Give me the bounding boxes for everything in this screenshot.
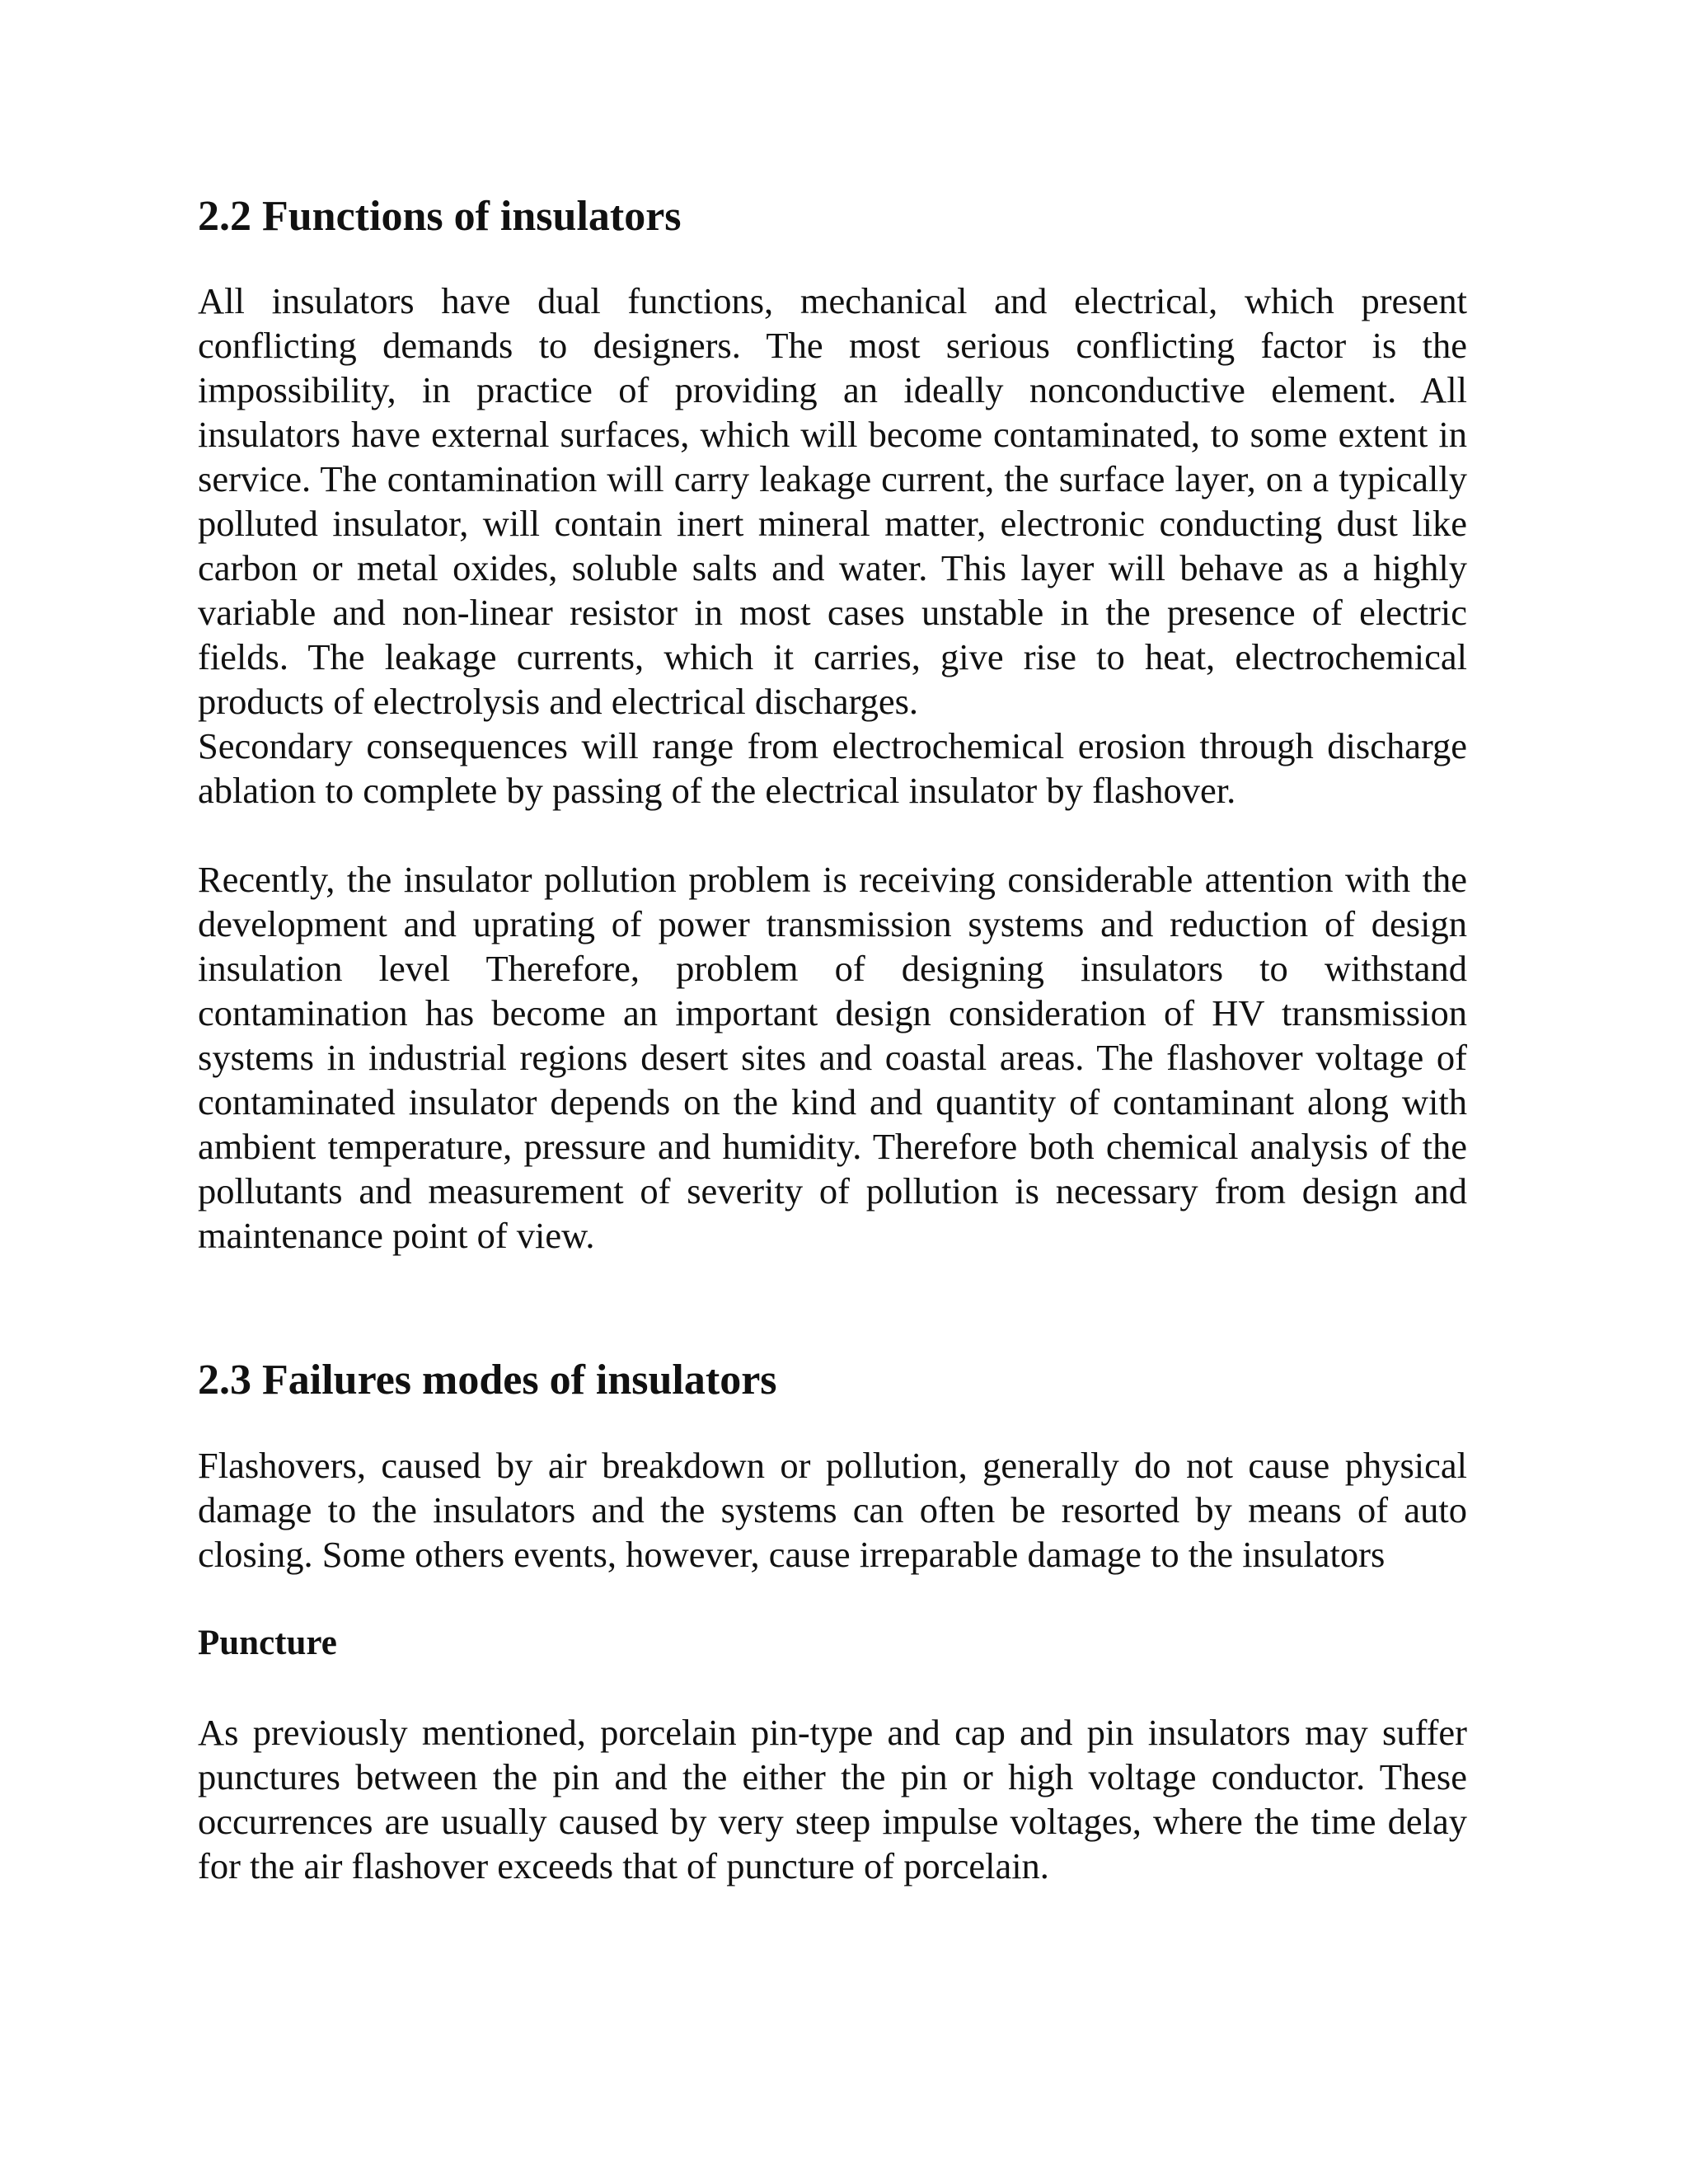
document-page (198, 191, 1467, 1888)
section-2-2-paragraph-1: All insulators have dual functions, mechanical and electrical, which present conflicting demands to designers. The most serious conflicting factor is the impossibility, in practice of providing an ideally nonconductive element. All insulators have external surfaces, which will become contaminated, to some extent in service. The contamination will carry leakage current, the surface layer, on a typically polluted insulator, will contain inert mineral matter, electronic conducting dust like carbon or metal oxides, soluble salts and water. This layer will behave as a highly variable and non-linear resistor in most cases unstable in the presence of electric fields. The leakage currents, which it carries, give rise to heat, electrochemical products of electrolysis and electrical discharges. (198, 280, 1467, 723)
puncture-subheading: Puncture (198, 1623, 337, 1662)
section-2-3-title: 2.3 Failures modes of insulators (198, 1357, 777, 1404)
section-2-3-paragraph-2: As previously mentioned, porcelain pin-type and cap and pin insulators may suffer punctures between the pin and the either the pin or high voltage conductor. These occurrences are usually caused by very steep impulse voltages, where the time delay for the air flashover exceeds that of puncture of porcelain. (198, 1711, 1467, 1886)
section-2-3-paragraph-1: Flashovers, caused by air breakdown or pollution, generally do not cause physical damage to the insulators and the systems can often be resorted by means of auto closing. Some others events, however, cause irreparable damage to the insulators (198, 1444, 1467, 1575)
section-2-2-paragraph-2: Secondary consequences will range from electrochemical erosion through discharge ablation to complete by passing of the electrical insulator by flashover. (198, 725, 1467, 812)
section-2-2-paragraph-3: Recently, the insulator pollution problem is receiving considerable attention with the development and uprating of power transmission systems and reduction of design insulation level Therefore, problem of designing insulators to withstand contamination has become an important design consideration of HV transmission systems in industrial regions desert sites and coastal areas. The flashover voltage of contaminated insulator depends on the kind and quantity of contaminant along with ambient temperature, pressure and humidity. Therefore both chemical analysis of the pollutants and measurement of severity of pollution is necessary from design and maintenance point of view. (198, 859, 1467, 1257)
section-2-2-title: 2.2 Functions of insulators (198, 193, 682, 240)
